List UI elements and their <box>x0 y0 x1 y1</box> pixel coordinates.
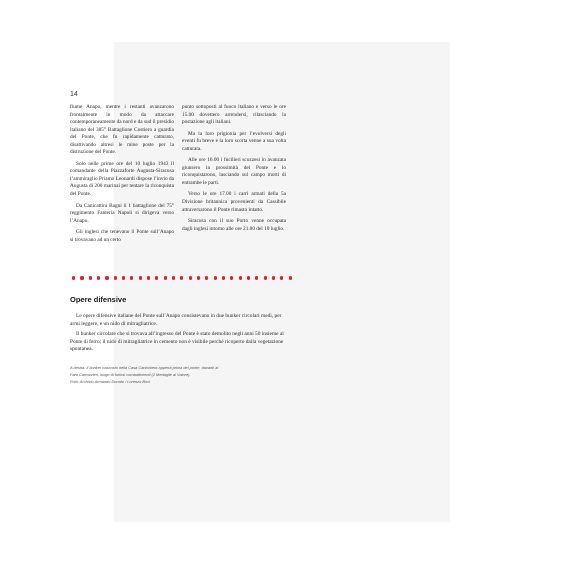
divider-dot <box>239 276 242 279</box>
paragraph: Ma la loro prigionia per l’evolversi degli eventi fu breve e la loro scorta venne a sua volta catturata. <box>182 130 286 152</box>
divider-dot <box>205 276 208 279</box>
divider-dot <box>155 276 158 279</box>
caption-credit: Foto: Archivio Armando Donato / Lorenzo Bovi <box>70 379 150 384</box>
divider-dot <box>122 276 125 279</box>
divider-dot <box>97 276 100 279</box>
paragraph: Alle ore 16.00 i fucilieri scozzesi in avanzata giunsero in prossimità del Ponte e lo riconquistarono, lasciando sul campo morti di entrambe le parti. <box>182 157 286 186</box>
divider-dot <box>139 276 142 279</box>
divider-dot <box>247 276 250 279</box>
divider-dot <box>172 276 175 279</box>
paragraph: Verso le ore 17.00 i carri armati della 5a Divisione britannica provenienti da Cassibile attraversarono il Ponte rimasto intatto. <box>182 191 286 213</box>
paragraph: fiume Anapo, mentre i restanti avanzarono frontalmente in modo da attaccare contemporaneamente da nord e da sud il presidio italiano del 385° Battaglione Costiero a guardia del Ponte, che fu rapidamente catturato, disattivando altresì le mine poste per la distruzione del Ponte. <box>70 104 174 156</box>
divider-dot <box>80 276 83 279</box>
divider-dot <box>280 276 283 279</box>
two-column-text <box>70 104 286 248</box>
left-column <box>70 104 174 248</box>
divider-dot <box>72 276 75 279</box>
divider-dot <box>114 276 117 279</box>
divider-dot <box>130 276 133 279</box>
paragraph: Il bunker circolare che si trovava all’ingresso del Ponte è stato demolito negli anni 50 insieme al Ponte di ferro; il nido di mitragliatrice in cemento non è visibile perché ricoperto dalla vegetazione spontanea. <box>70 331 284 353</box>
divider-dot <box>272 276 275 279</box>
divider-dot <box>164 276 167 279</box>
divider-dot <box>147 276 150 279</box>
caption-line: Faro Carrozzieri, luogo di furiosi combattimenti (2 Medaglie al Valore). <box>70 372 191 377</box>
divider-dot <box>189 276 192 279</box>
right-column <box>182 104 286 248</box>
divider-dot <box>89 276 92 279</box>
divider-dot <box>105 276 108 279</box>
divider-dot <box>264 276 267 279</box>
paragraph: Gli inglesi che tenevano il Ponte sull’Anapo si trovavano ad un certo <box>70 229 174 243</box>
divider-dot <box>214 276 217 279</box>
divider-dot <box>230 276 233 279</box>
paragraph: Da Canicattini Bagni il 1 battaglione del 75° reggimento Fanteria Napoli si dirigeva verso l’Anapo. <box>70 202 174 224</box>
divider-dot <box>197 276 200 279</box>
caption-line: A destra: il bunker nascosto nella Casa Cantoniera appena prima del ponte, davanti al <box>70 365 219 370</box>
divider-dot <box>222 276 225 279</box>
photo-caption <box>70 364 286 385</box>
divider-dot <box>289 276 292 279</box>
paragraph: Le opere difensive italiane del Ponte sull’Anapo consistevano in due bunker circolari medi, per armi leggere, e un nido di mitragliatrice. <box>70 313 282 327</box>
paragraph: punto sottoposti al fuoco italiano e verso le ore 15.00 dovettero arrendersi, rilasciando la postazione agli italiani. <box>182 104 286 126</box>
dotted-divider <box>72 275 292 281</box>
section-heading: Opere difensive <box>70 295 127 304</box>
divider-dot <box>255 276 258 279</box>
divider-dot <box>180 276 183 279</box>
paragraph: Siracusa con il suo Porto venne occupata dagli inglesi intorno alle ore 21.00 del 10 luglio. <box>182 218 286 232</box>
page-number: 14 <box>70 91 78 98</box>
paragraph: Solo nelle prime ore del 10 luglio 1943 il comandante della Piazzaforte Augusta-Siracusa l’ammiraglio Priamo Leonardi dispose l’invio da Augusta di 200 marinai per tentare la riconquista del Ponte. <box>70 160 174 198</box>
section-body <box>70 313 286 357</box>
